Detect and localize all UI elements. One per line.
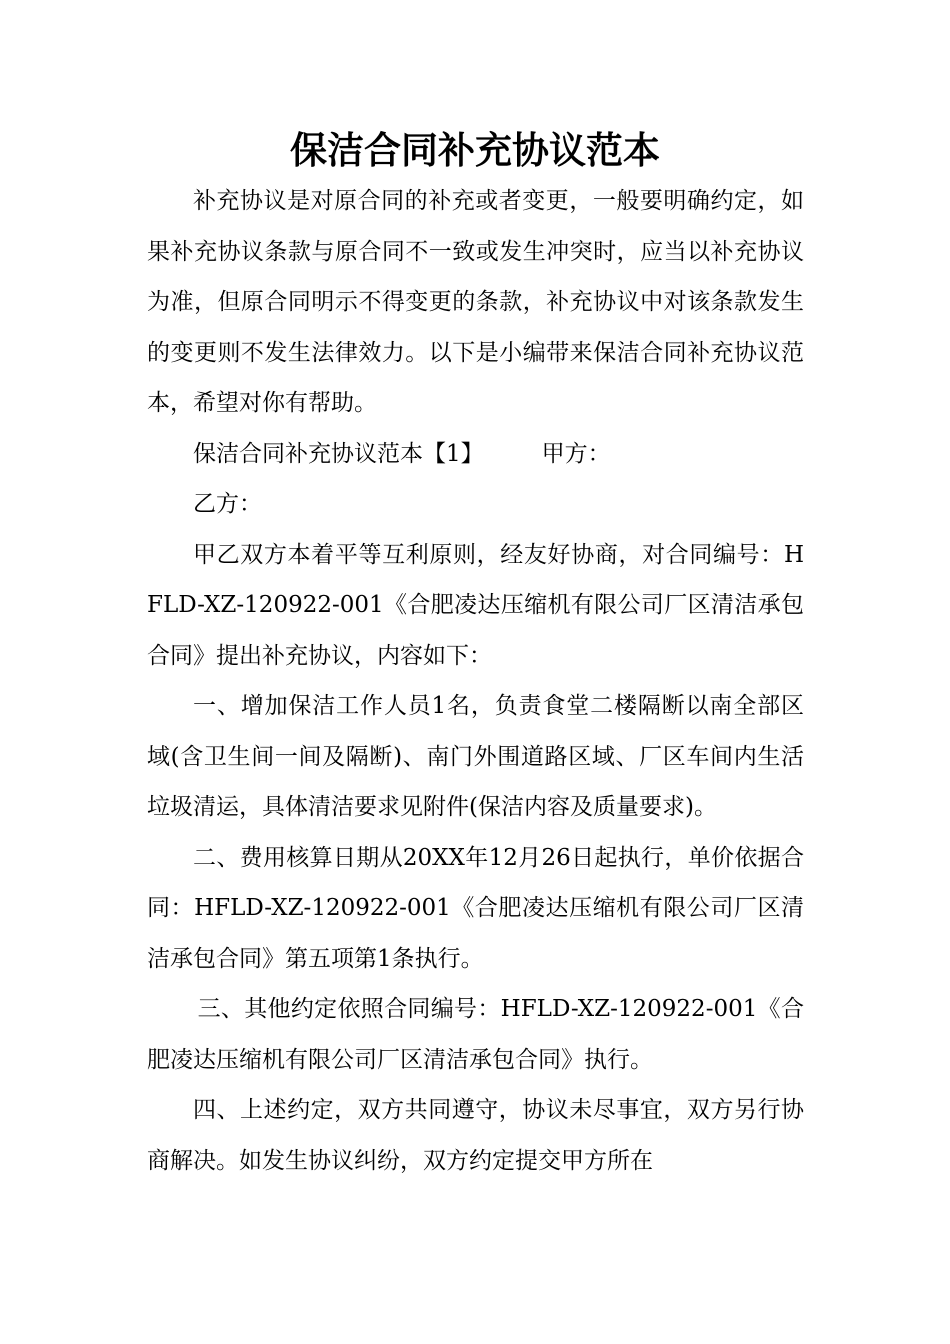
section-heading-line [147, 429, 804, 480]
clause-1-paragraph: 一、增加保洁工作人员1名，负责食堂二楼隔断以南全部区域(含卫生间一间及隔断)、南门外围道路区域、厂区车间内生活垃圾清运，具体清洁要求见附件(保洁内容及质量要求)。 [147, 693, 804, 820]
preamble-paragraph: 甲乙双方本着平等互利原则，经友好协商，对合同编号：HFLD-XZ-120922-001《合肥凌达压缩机有限公司厂区清洁承包合同》提出补充协议，内容如下： [147, 541, 804, 669]
clause-4-paragraph: 四、上述约定，双方共同遵守，协议未尽事宜，双方另行协商解决。如发生协议纠纷，双方约定提交甲方所在 [147, 1097, 804, 1174]
clause-2-paragraph: 二、费用核算日期从20XX年12月26日起执行，单价依据合同：HFLD-XZ-120922-001《合肥凌达压缩机有限公司厂区清洁承包合同》第五项第1条执行。 [147, 844, 804, 972]
document-title: 保洁合同补充协议范本 [290, 129, 660, 172]
intro-paragraph: 补充协议是对原合同的补充或者变更，一般要明确约定，如果补充协议条款与原合同不一致或发生冲突时，应当以补充协议为准，但原合同明示不得变更的条款，补充协议中对该条款发生的变更则不发生法律效力。以下是小编带来保洁合同补充协议范本，希望对你有帮助。 [147, 188, 804, 416]
party-a-label: 甲方： [541, 440, 611, 467]
clause-3-paragraph: 三、其他约定依照合同编号：HFLD-XZ-120922-001《合肥凌达压缩机有限公司厂区清洁承包合同》执行。 [147, 996, 804, 1073]
party-b-label: 乙方： [193, 491, 262, 517]
document-body [147, 176, 804, 1186]
section-heading: 保洁合同补充协议范本【1】 [193, 440, 484, 467]
